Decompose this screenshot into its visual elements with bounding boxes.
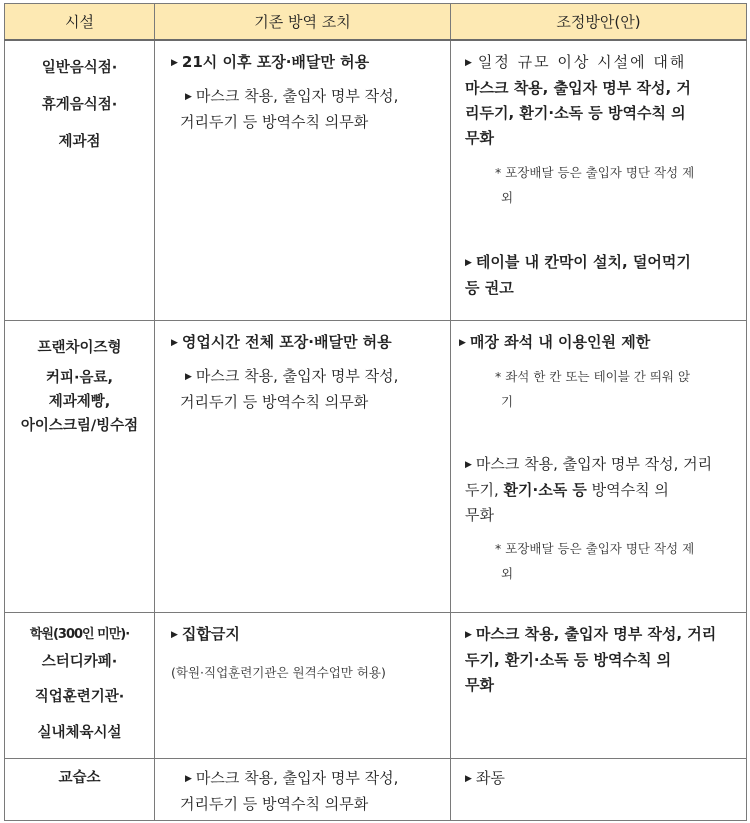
table-row [5,320,747,612]
facility-cell: 교습소 [5,758,155,820]
bullet-arrow-icon: ▶ [171,58,178,68]
header-facility: 시설 [5,4,155,41]
facility-cell: 프랜차이즈형 커피·음료, 제과제빵, 아이스크림/빙수점 [5,320,155,612]
header-proposal: 조정방안(안) [451,4,747,41]
bullet-arrow-icon: ▶ [171,629,178,640]
bullet-arrow-icon: ▶ [185,92,192,102]
bullet-arrow-icon: ▶ [185,773,192,784]
table-row [5,40,747,320]
facility-cell: 일반음식점· 휴게음식점· 제과점 [5,40,155,320]
bullet-arrow-icon: ▶ [171,337,178,348]
proposal-cell: ▶ 마스크 착용, 출입자 명부 작성, 거리 두기, 환기·소독 등 방역수칙 의 무화 [451,612,747,758]
proposal-cell: ▶ 일정 규모 이상 시설에 대해 마스크 착용, 출입자 명부 작성, 거 리두기, 환기·소독 등 방역수칙 의 무화 * 포장배달 등은 출입자 명단 작성 제 외 ▶ 테이블 내 칸막이 설치, 덜어먹기 등 권고 [451,40,747,320]
header-row [5,4,747,41]
measures-table [4,3,747,821]
table-row [5,612,747,758]
facility-cell: 학원(300인 미만)· 스터디카페· 직업훈련기관· 실내체육시설 [5,612,155,758]
table-row [5,758,747,820]
bullet-arrow-icon: ▶ [459,337,466,348]
header-existing: 기존 방역 조치 [155,4,451,41]
bullet-arrow-icon: ▶ [185,371,192,382]
bullet-arrow-icon: ▶ [465,58,474,68]
bullet-arrow-icon: ▶ [465,773,472,784]
existing-cell: ▶ 영업시간 전체 포장·배달만 허용 ▶ 마스크 착용, 출입자 명부 작성, 거리두기 등 방역수칙 의무화 [155,320,451,612]
bullet-arrow-icon: ▶ [465,459,472,470]
existing-cell: ▶ 마스크 착용, 출입자 명부 작성, 거리두기 등 방역수칙 의무화 [155,758,451,820]
existing-cell: ▶ 21시 이후 포장·배달만 허용 ▶ 마스크 착용, 출입자 명부 작성, 거리두기 등 방역수칙 의무화 [155,40,451,320]
bullet-arrow-icon: ▶ [465,629,472,640]
proposal-cell: ▶ 매장 좌석 내 이용인원 제한 * 좌석 한 칸 또는 테이블 간 띄워 앉 기 ▶ 마스크 착용, 출입자 명부 작성, 거리 두기, 환기·소독 등 방역수칙 의 무화 * 포장배달 등은 출입자 명단 작성 제 외 [451,320,747,612]
existing-cell: ▶ 집합금지 (학원·직업훈련기관은 원격수업만 허용) [155,612,451,758]
proposal-cell: ▶ 좌동 [451,758,747,820]
bullet-arrow-icon: ▶ [465,258,472,268]
